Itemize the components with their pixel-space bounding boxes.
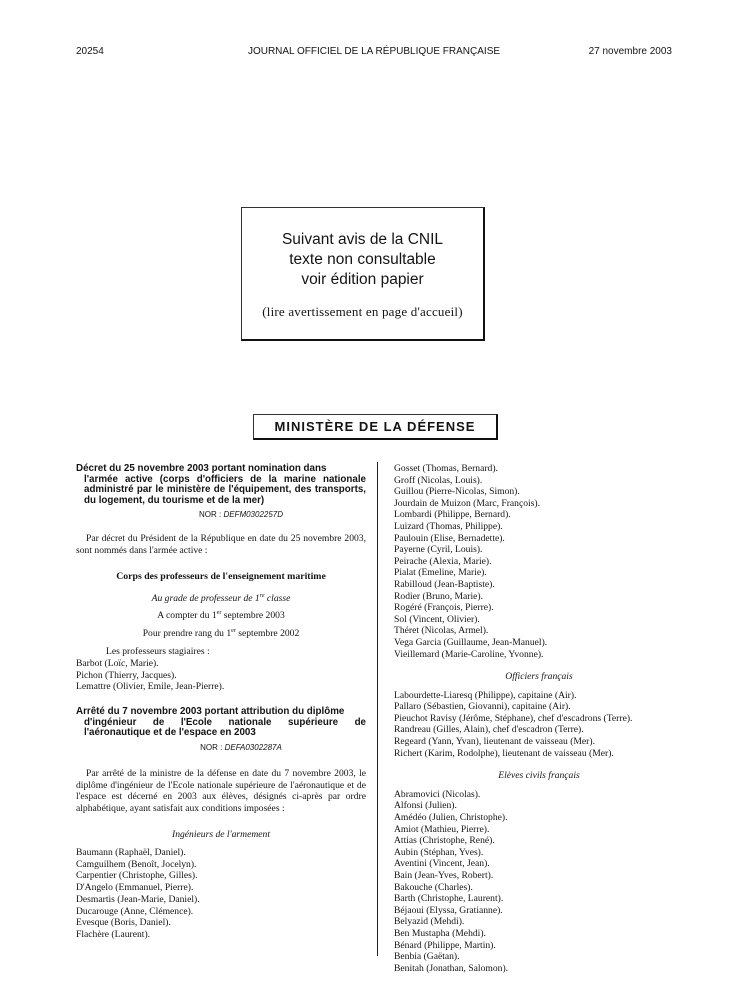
page-header [76,46,672,60]
left-column [76,464,366,941]
list-item: Théret (Nicolas, Armel). [394,625,489,637]
list-item: Gosset (Thomas, Bernard). [394,463,498,474]
list-item: Vieillemard (Marie-Caroline, Yvonne). [394,648,544,660]
list-item: Belyazid (Mehdi). [394,916,465,928]
decree-section-heading: Corps des professeurs de l'enseignement maritime [116,570,326,582]
cnil-notice-line3: voir édition papier [301,271,424,288]
list-item: Lombardi (Philippe, Bernard). [394,509,511,521]
list-item: Ducarouge (Anne, Clémence). [76,905,194,917]
list-item: Luizard (Thomas, Philippe). [394,520,503,532]
cnil-notice-box [241,207,485,341]
list-item: Bénard (Philippe, Martin). [394,939,496,951]
publication-date: 27 novembre 2003 [588,46,672,57]
list-item: Flachère (Laurent). [76,929,151,941]
list-item: Benbia (Gaëtan). [394,951,460,963]
list-item: Carpentier (Christophe, Gilles). [76,870,198,882]
list-item: Bakouche (Charles). [394,881,473,893]
decree-intro: Par décret du Président de la République en date du 25 novembre 2003, sont nommés dans l'armée active : [76,533,366,556]
engineers-list-continued [394,463,684,660]
list-item: Rabilloud (Jean-Baptiste). [394,578,495,590]
list-item: Evesque (Boris, Daniel). [76,917,171,929]
order-nor-code: DEFA0302287A [224,742,282,752]
order-title-line1: Arrêté du 7 novembre 2003 portant attribution du diplôme [76,706,345,718]
page-number: 20254 [76,46,104,57]
list-item: Ben Mustapha (Mehdi). [394,927,486,939]
list-item: Pichon (Thierry, Jacques). [76,669,177,681]
list-item: D'Angelo (Emmanuel, Pierre). [76,882,194,894]
order-title [76,707,366,739]
decree-nor [76,509,366,521]
list-item: Pallaro (Sébastien, Giovanni), capitaine (Air). [394,701,571,713]
list-item: Abramovici (Nicolas). [394,788,481,800]
journal-title: JOURNAL OFFICIEL DE LA RÉPUBLIQUE FRANÇAISE [247,46,501,57]
decree-title-rest: l'armée active (corps d'officiers de la marine nationale administré par le ministère de l'équipement, des transports, du logement, du tourisme et de la mer) [84,473,366,506]
list-item: Attias (Christophe, René). [394,835,495,847]
decree-nor-code: DEFM0302257D [223,510,284,520]
list-item: Guillou (Pierre-Nicolas, Simon). [394,486,520,498]
column-divider [377,462,378,956]
list-item: Barbot (Loïc, Marie). [76,657,159,669]
list-item: Randreau (Gilles, Alain), chef d'escadron (Terre). [394,724,584,736]
decree-rank-date: Pour prendre rang du 1er septembre 2002 [142,627,300,640]
list-item: Jourdain de Muizon (Marc, François). [394,497,541,509]
list-item: Amédéo (Julien, Christophe). [394,812,508,824]
list-item: Camguilhem (Benoît, Jocelyn). [76,858,197,870]
list-item: Lemattre (Olivier, Emile, Jean-Pierre). [76,681,225,693]
cnil-notice-line2: texte non consultable [289,251,436,268]
list-item: Regeard (Yann, Yvan), lieutenant de vaisseau (Mer). [394,736,595,748]
list-item: Peirache (Alexia, Marie). [394,555,492,567]
list-item: Aventini (Vincent, Jean). [394,858,490,870]
list-item: Aubin (Stéphan, Yves). [394,846,484,858]
list-item: Barth (Christophe, Laurent). [394,893,504,905]
list-item: Desmartis (Jean-Marie, Daniel). [76,893,200,905]
list-item: Rodier (Bruno, Marie). [394,590,483,602]
decree-title-line1: Décret du 25 novembre 2003 portant nomination dans [76,463,327,474]
order-title-rest: d'ingénieur de l'Ecole nationale supérieure de l'aéronautique et de l'espace en 2003 [84,716,366,739]
list-item: Vega Garcia (Guillaume, Jean-Manuel). [394,636,548,648]
cnil-notice-note: (lire avertissement en page d'accueil) [262,304,463,319]
order-intro: Par arrêté de la ministre de la défense en date du 7 novembre 2003, le diplôme d'ingénieur de l'Ecole nationale supérieure de l'aéronautique et de l'espace est décerné en 2003 aux élèves, désignés ci-après par ordre alphabétique, ayant satisfait aux conditions imposées : [76,767,366,815]
decree-nor-label: NOR : [198,510,222,520]
list-item: Payerne (Cyril, Louis). [394,544,483,556]
list-item: Bain (Jean-Yves, Robert). [394,870,494,881]
right-column [394,463,684,974]
list-item: Amiot (Mathieu, Pierre). [394,823,490,835]
officers-list [394,690,684,760]
order-nor [76,742,366,754]
list-item: Benitah (Jonathan, Salomon). [394,962,509,974]
list-item: Sol (Vincent, Olivier). [394,613,480,625]
list-item: Pieuchot Ravisy (Jérôme, Stéphane), chef d'escadrons (Terre). [394,712,633,724]
decree-names-list [76,658,366,693]
list-item: Baumann (Raphaël, Daniel). [76,846,186,858]
ministry-heading: MINISTÈRE DE LA DÉFENSE [253,414,498,440]
list-item: Groff (Nicolas, Louis). [394,474,483,486]
list-item: Paulouin (Elise, Bernadette). [394,532,505,544]
cnil-notice-line1: Suivant avis de la CNIL [281,231,444,248]
decree-effective-date: A compter du 1er septembre 2003 [157,610,285,622]
list-item: Richert (Karim, Rodolphe), lieutenant de vaisseau (Mer). [394,747,614,759]
list-item: Alfonsi (Julien). [394,800,457,812]
list-item: Pialat (Emeline, Marie). [394,567,487,579]
decree-grade: Au grade de professeur de 1re classe [151,592,291,604]
order-section-officers: Officiers français [505,671,573,683]
list-item: Rogéré (François, Pierre). [394,602,494,614]
engineers-list [76,847,366,941]
list-item: Labourdette-Liaresq (Philippe), capitaine (Air). [394,689,577,701]
decree-trainees-label: Les professeurs stagiaires : [106,645,210,657]
decree-title [76,464,366,506]
order-section-civilians: Elèves civils français [498,770,580,782]
list-item: Béjaoui (Elyssa, Gratianne). [394,904,503,916]
order-nor-label: NOR : [200,742,223,752]
order-section-engineers: Ingénieurs de l'armement [172,828,270,840]
civilians-list [394,789,684,975]
